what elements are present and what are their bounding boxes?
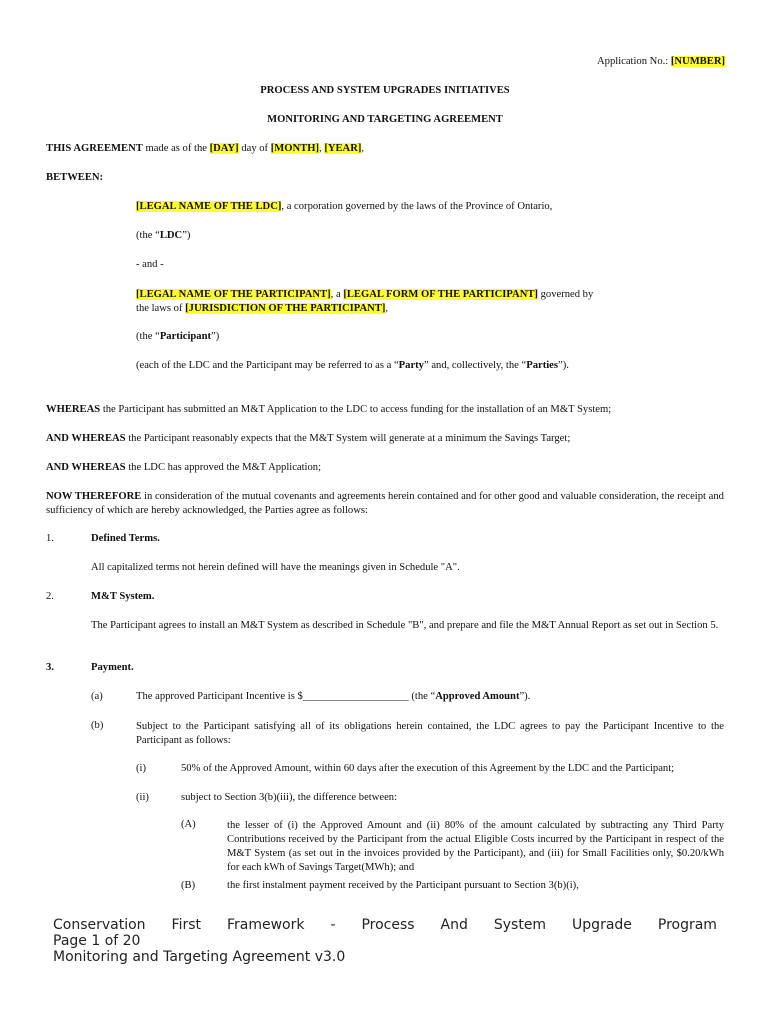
section-1-title: Defined Terms. — [91, 533, 160, 544]
clause-i-number: (i) — [136, 763, 146, 774]
clause-i-text: 50% of the Approved Amount, within 60 days after the execution of this Agreement by the LDC and the Participant; — [181, 763, 675, 774]
participant-definition: (the “Participant”) — [136, 331, 220, 342]
ldc-definition: (the “LDC”) — [136, 230, 191, 241]
year-placeholder: [YEAR] — [324, 143, 362, 154]
participant-party: [LEGAL NAME OF THE PARTICIPANT], a [LEGAL FORM OF THE PARTICIPANT] governed by the laws of [JURISDICTION OF THE PARTICIPANT], — [136, 289, 594, 314]
clause-A-number: (A) — [181, 819, 196, 830]
section-3-title: Payment. — [91, 662, 134, 673]
application-number-value: [NUMBER] — [670, 56, 725, 67]
ldc-party: [LEGAL NAME OF THE LDC], a corporation governed by the laws of the Province of Ontario, — [136, 201, 553, 212]
clause-B-text: the first instalment payment received by the Participant pursuant to Section 3(b)(i), — [227, 880, 579, 891]
clause-ii-text: subject to Section 3(b)(iii), the difference between: — [181, 792, 398, 803]
application-number-label: Application No.: — [597, 56, 669, 67]
footer-document-name: Monitoring and Targeting Agreement v3.0 — [53, 949, 346, 965]
clause-a-text: The approved Participant Incentive is $____________________ (the “Approved Amount”). — [136, 691, 531, 702]
footer-page-number: Page 1 of 20 — [53, 933, 141, 949]
now-therefore: NOW THEREFORE in consideration of the mutual covenants and agreements herein contained and for other good and valuable consideration, the receipt and sufficiency of which are hereby acknowledged, the Parties agree as follows: — [46, 491, 724, 516]
section-3-number: 3. — [46, 662, 54, 673]
section-2-title: M&T System. — [91, 591, 155, 602]
clause-a-number: (a) — [91, 691, 103, 702]
clause-b-text: Subject to the Participant satisfying all of its obligations herein contained, the LDC agrees to pay the Participant Incentive to the Participant as follows: — [136, 721, 724, 746]
recital-1: WHEREAS the Participant has submitted an M&T Application to the LDC to access funding for the installation of an M&T System; — [46, 404, 612, 415]
title-agreement: MONITORING AND TARGETING AGREEMENT — [267, 114, 503, 125]
title-initiatives: PROCESS AND SYSTEM UPGRADES INITIATIVES — [260, 85, 510, 96]
section-1-number: 1. — [46, 533, 54, 544]
ldc-name-placeholder: [LEGAL NAME OF THE LDC] — [136, 201, 282, 212]
opening-line: THIS AGREEMENT made as of the [DAY] day of [MONTH], [YEAR], — [46, 143, 365, 154]
section-2-number: 2. — [46, 591, 54, 602]
between-heading: BETWEEN: — [46, 172, 104, 183]
page-footer — [53, 917, 717, 965]
day-placeholder: [DAY] — [209, 143, 239, 154]
footer-program-line: Conservation First Framework - Process And System Upgrade Program — [53, 917, 717, 933]
section-2-body: The Participant agrees to install an M&T System as described in Schedule "B", and prepare and file the M&T Annual Report as set out in Section 5. — [91, 620, 719, 631]
application-number — [597, 56, 725, 67]
clause-b-number: (b) — [91, 720, 104, 731]
jurisdiction-placeholder: [JURISDICTION OF THE PARTICIPANT] — [185, 303, 386, 314]
clause-B-number: (B) — [181, 880, 196, 891]
participant-form-placeholder: [LEGAL FORM OF THE PARTICIPANT] — [343, 289, 538, 300]
month-placeholder: [MONTH] — [270, 143, 320, 154]
parties-definition: (each of the LDC and the Participant may be referred to as a “Party” and, collectively, the “Parties”). — [136, 360, 569, 371]
recital-3: AND WHEREAS the LDC has approved the M&T Application; — [46, 462, 322, 473]
recital-2: AND WHEREAS the Participant reasonably expects that the M&T System will generate at a minimum the Savings Target; — [46, 433, 571, 444]
clause-A-text: the lesser of (i) the Approved Amount and (ii) 80% of the amount calculated by subtracting any Third Party Contributions received by the Participant from the actual Eligible Costs incurred by the Participant in respect of the M&T System (as set out in the invoices provided by the Participant), and (iii) for Small Facilities only, $0.20/kWh for each kWh of Savings Target(MWh); and — [227, 820, 724, 873]
clause-ii-number: (ii) — [136, 792, 149, 803]
section-1-body: All capitalized terms not herein defined will have the meanings given in Schedule "A". — [91, 562, 460, 573]
and-separator: - and - — [136, 259, 164, 270]
participant-name-placeholder: [LEGAL NAME OF THE PARTICIPANT] — [136, 289, 331, 300]
